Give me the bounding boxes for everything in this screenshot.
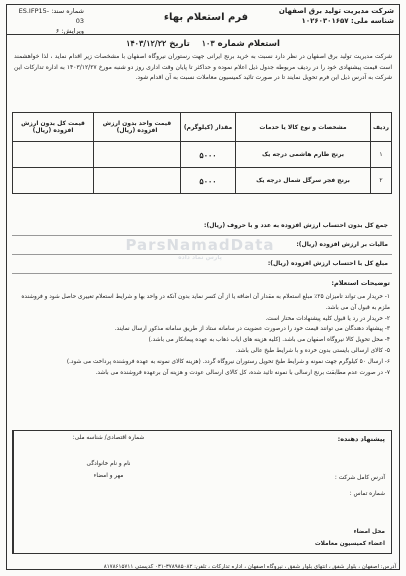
- stamp-label: مهر و امضاء: [93, 473, 124, 479]
- subtotal-label: جمع کل بدون احتساب ارزش افزوده به عدد و با حروف (ریال):: [204, 222, 388, 229]
- edition-label: ویرایش:: [61, 27, 84, 35]
- list-item: ۵- کالای ارسالی بایستی بدون خرده و با شرایط طبخ عالی باشد.: [235, 347, 390, 354]
- doc-no-label: شماره سند:: [51, 7, 84, 15]
- items-header-row: [13, 113, 392, 142]
- header-divider: [6, 34, 400, 35]
- inquiry-date-label: تاریخ: [169, 39, 190, 49]
- grand-total-label: مبلغ کل با احتساب ارزش افزوده (ریال):: [267, 260, 388, 267]
- col-desc-header: مشخصات و نوع کالا یا خدمات: [236, 113, 371, 142]
- col-qty-header: مقدار (کیلوگرم): [181, 113, 236, 142]
- edition-value: ۶: [55, 27, 60, 35]
- list-item: ۷- در صورت عدم مطابقت برنج ارسالی با نمونه تائید شده، کل کالای ارسالی عودت و هزینه آن برعهده فروشنده می باشد.: [95, 369, 390, 376]
- item-quantity: ۵۰۰۰: [181, 168, 236, 194]
- intro-paragraph: شرکت مدیریت تولید برق اصفهان در نظر دارد نسبت به خرید برنج ایرانی جهت رستوران نیروگاه اصفهان با مشخصات زیر اقدام نماید ، لذا خواهشمند است قیمت پیشنهادی خود را در ردیف مربوطه جدول ذیل اعلام نموده و حداکثر تا پایان وقت اداری روز دو شنبه مورخ ۱۴۰۳/۱۲/۲۷ به اداره تدارکات این شرکت به آدرس ذیل این فرم تحویل نمایند تا در صورت تائید کمیسیون معاملات نسبت به آن اقدام شود.: [14, 53, 392, 81]
- name-label: نام و نام خانوادگی: [86, 461, 131, 467]
- items-table: [12, 112, 392, 194]
- company-id: شناسه ملی: ۱۰۲۶۰۳۰۱۶۵۷: [301, 17, 394, 25]
- item-total-price[interactable]: [13, 168, 94, 194]
- approval-label: محل امضاء: [353, 529, 385, 535]
- notes-title: توضیحات استعلام:: [331, 279, 390, 287]
- list-item: ۱- خریدار می تواند تامیزان ۲۵٪ مبلغ استعلام به مقدار آن اضافه یا از آن کسر نماید بدون آنکه در واحد بها و شرایط استعلام تغییری حاصل شود و فروشنده ملزم به قبول آن می باشد.: [21, 294, 390, 311]
- inquiry-number-label: استعلام شماره: [217, 39, 280, 49]
- supplier-title: پیشنهاد دهنده:: [337, 435, 385, 443]
- vat-label: مالیات بر ارزش افزوده (ریال):: [296, 241, 388, 248]
- company-info: [279, 6, 394, 26]
- header: [8, 6, 398, 34]
- commission-label: اعضاء کمیسیون معاملات: [314, 541, 385, 547]
- form-title: فرم استعلام بهاء: [163, 12, 249, 23]
- table-row: [13, 142, 392, 168]
- table-row: [13, 168, 392, 194]
- watermark: [95, 236, 305, 261]
- col-row-header: ردیف: [371, 113, 392, 142]
- item-total-price[interactable]: [13, 142, 94, 168]
- stamp-section: [13, 431, 203, 553]
- footer-address: آدرس: اصفهان ، بلوار شفق ، انتهای بلوار شفق ، نیروگاه اصفهان ، اداره تدارکات ، تلفن: ۳۷۸۹۸۵۰۸۲-۰۳۱ کدپستی ۸۱۷۸۶۱۵۷۱۱: [103, 564, 396, 570]
- subtotal-row: [12, 217, 392, 236]
- row-number: ۱: [371, 142, 392, 168]
- item-unit-price[interactable]: [94, 168, 181, 194]
- list-item: ۲- خریدار در رد یا قبول کلیه پیشنهادات مختار است.: [265, 315, 390, 322]
- doc-no-value: ES.IFP15-03: [18, 7, 84, 25]
- watermark-subtext: پارس نماد داده: [178, 254, 222, 261]
- supplier-phone[interactable]: شماره تماس :: [349, 491, 385, 497]
- list-item: ۳- پیشنهاد دهندگان می توانند قیمت خود را درصورت عضویت در سامانه ستاد از طریق سامانه مذکور ارسال نمایند.: [114, 326, 390, 333]
- inquiry-title: [0, 38, 406, 49]
- watermark-text: ParsNamadData: [125, 236, 275, 254]
- row-number: ۲: [371, 168, 392, 194]
- doc-number-block: [14, 6, 84, 36]
- economic-code-label[interactable]: شماره اقتصادی/ شناسه ملی:: [72, 435, 145, 441]
- notes-list: [16, 292, 390, 378]
- signature-box: [12, 430, 392, 554]
- item-unit-price[interactable]: [94, 142, 181, 168]
- item-description: برنج فجر سرگل شمال درجه یک: [236, 168, 371, 194]
- supplier-section: [201, 431, 391, 553]
- company-name: شرکت مدیریت تولید برق اصفهان: [278, 7, 394, 15]
- col-total-price-header: قیمت کل بدون ارزش افزوده (ریال): [13, 113, 94, 142]
- inquiry-date: ۱۴۰۳/۱۲/۲۲: [126, 38, 167, 48]
- list-item: ۴- محل تحویل کالا نیروگاه اصفهان می باشد. (کلیه هزینه های ایاب ذهاب به عهده پیمانکار می باشد.): [148, 337, 390, 344]
- col-unit-price-header: قیمت واحد بدون ارزش افزوده (ریال): [94, 113, 181, 142]
- inquiry-number: ۱۰۳: [201, 38, 215, 48]
- supplier-address[interactable]: آدرس کامل شرکت :: [334, 475, 385, 481]
- item-quantity: ۵۰۰۰: [181, 142, 236, 168]
- item-description: برنج طارم هاشمی درجه یک: [236, 142, 371, 168]
- list-item: ۶- ارسال ۵۰ کیلوگرم جهت نمونه و شرایط طبخ تحویل رستوران نیروگاه گردد. (هزینه کالای نمونه به عهده فروشنده پرداخت می شود.): [66, 358, 390, 365]
